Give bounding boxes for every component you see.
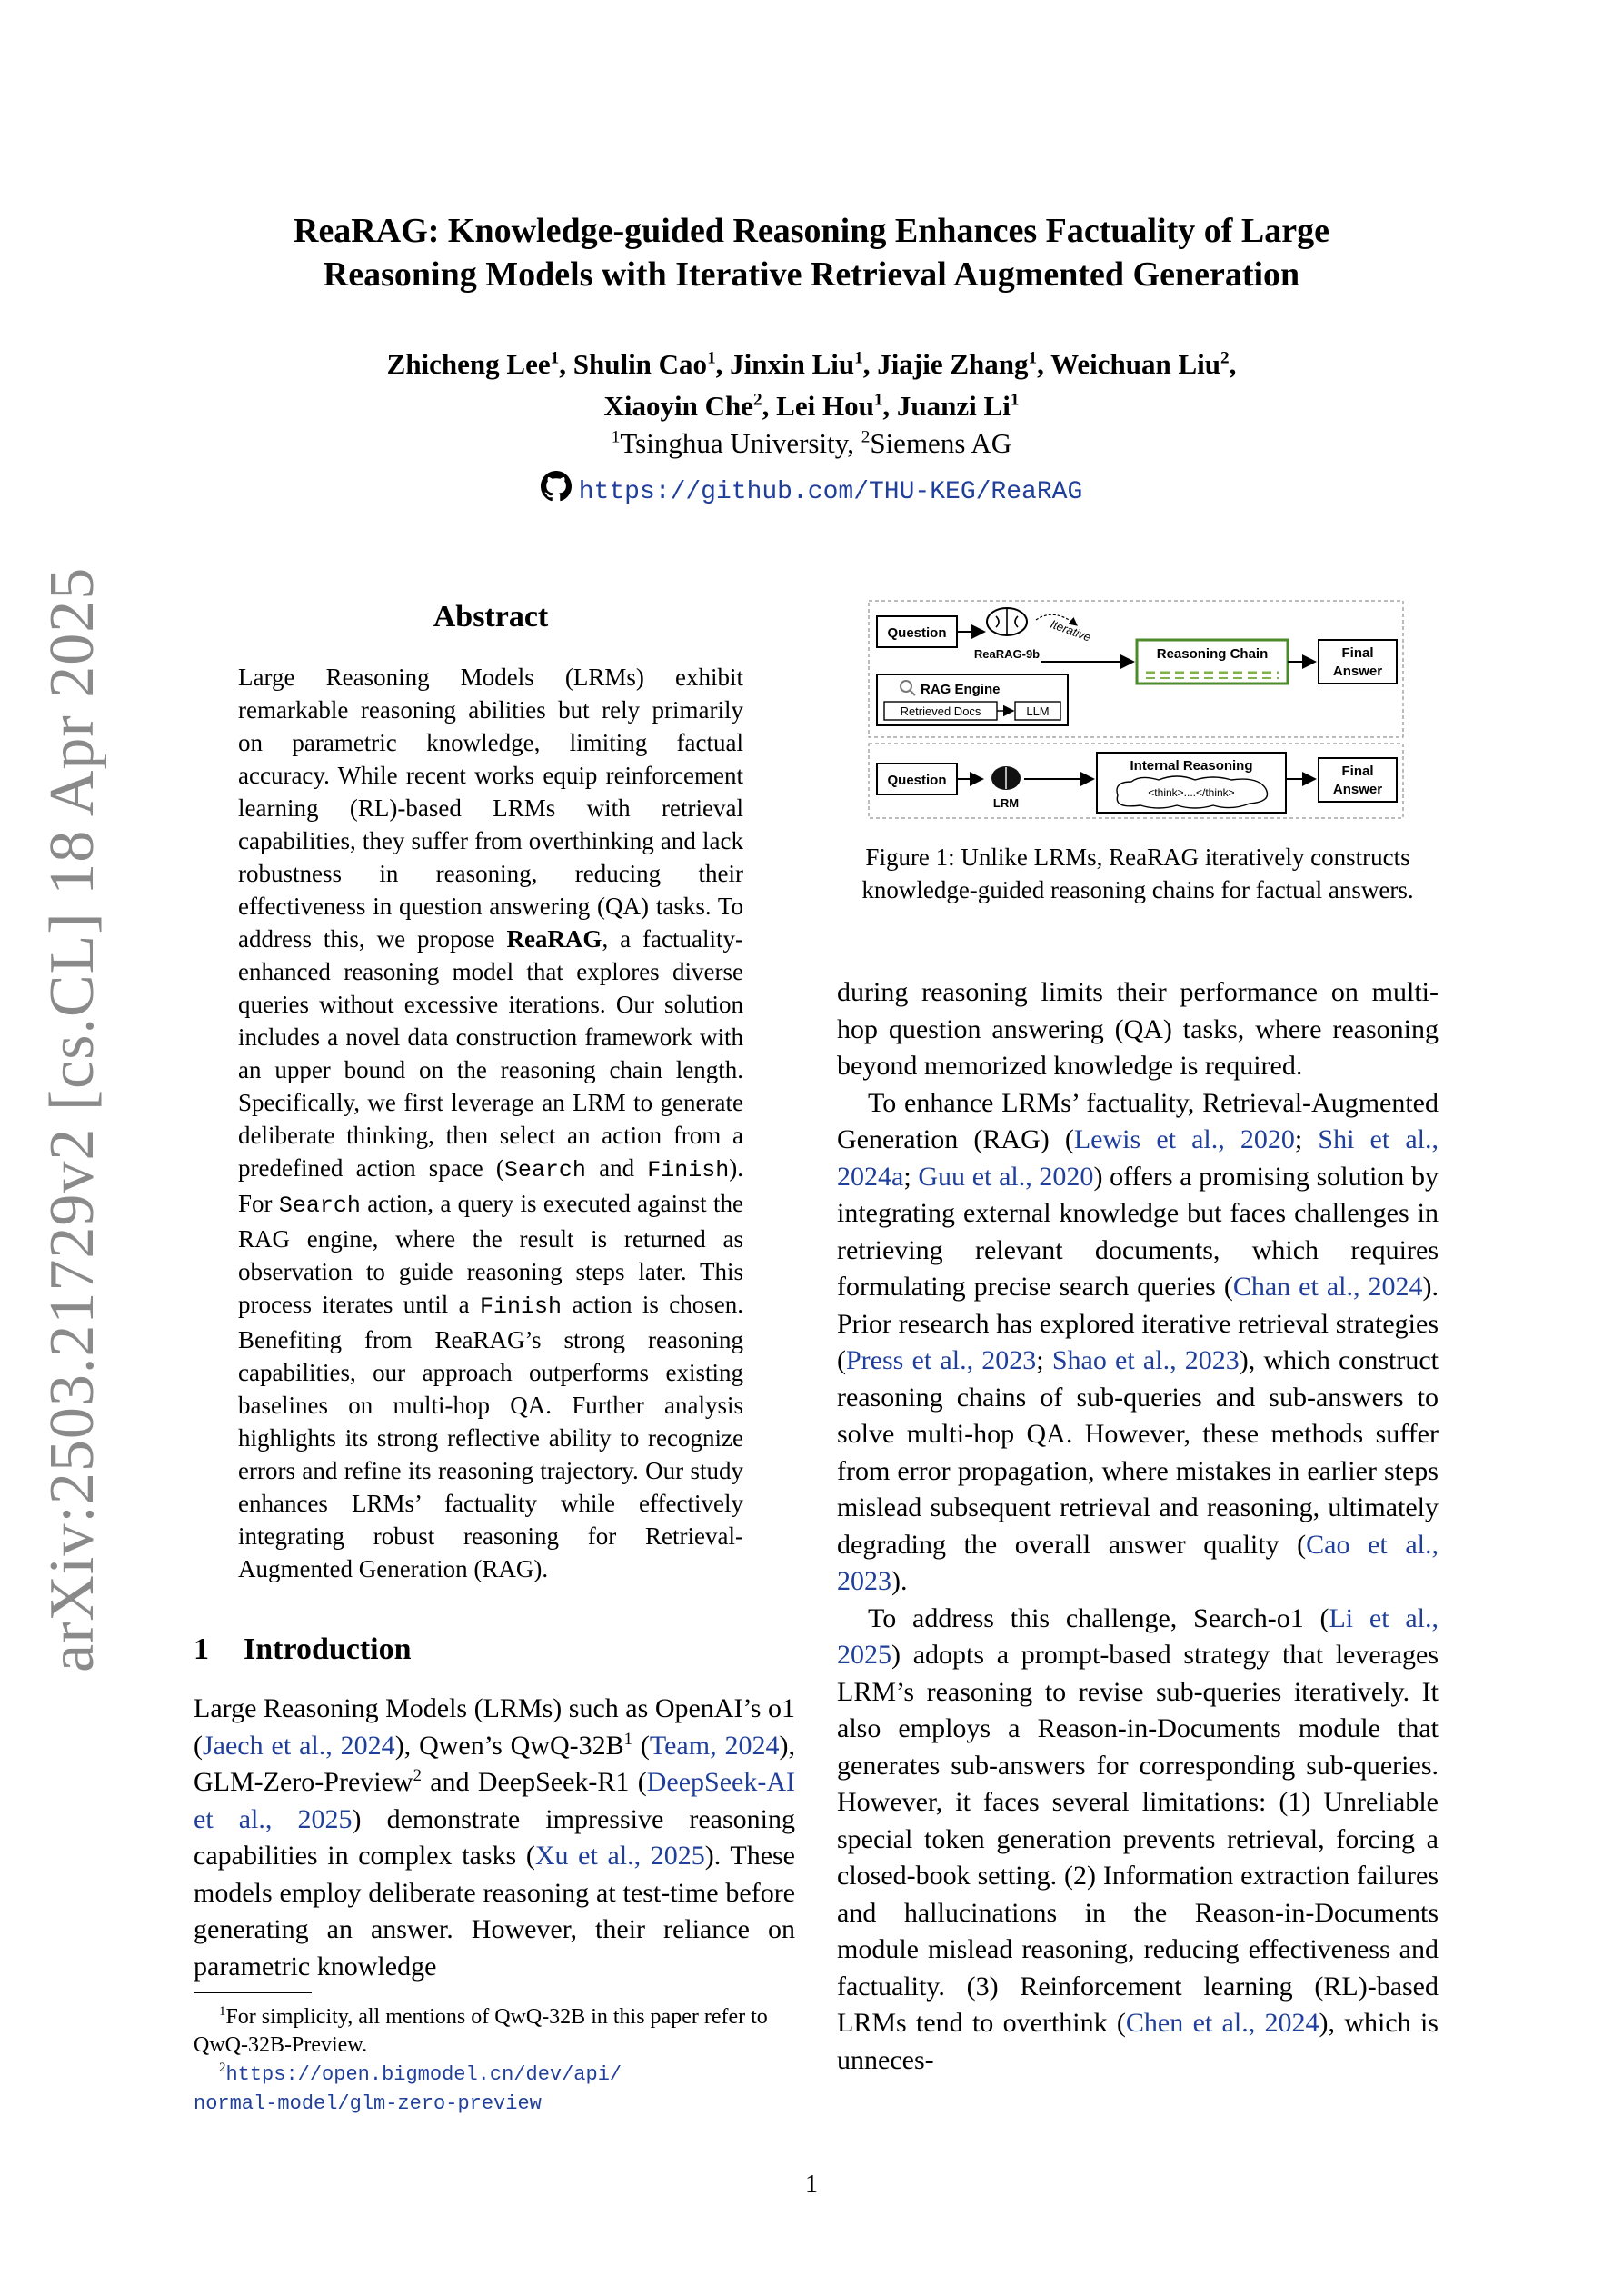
footnote-1: [194, 2003, 795, 2060]
section-number: 1: [194, 1632, 209, 1666]
abstract-text: action, a query is executed against the RAG engine, where the result is returned as observation to guide reasoning steps later. This process iterates until a: [238, 1190, 743, 1318]
affiliations: $^1$Tsinghua University, $^2$Siemens AG: [611, 427, 1012, 459]
fig-final-label: Final: [1341, 764, 1374, 779]
affil-num: 1: [611, 427, 621, 447]
body-text: ), Qwen’s QwQ-32B: [394, 1730, 624, 1761]
author-aff: 1: [854, 348, 863, 368]
author: Jinxin Liu: [730, 348, 855, 380]
body-text: ;: [1294, 1124, 1319, 1154]
footnote-link[interactable]: https://open.bigmodel.cn/dev/api/: [225, 2063, 622, 2086]
body-text: ). These models employ deliberate reasoning at test-time before generating an answer. However, their reliance on parametric knowledge: [194, 1841, 795, 1982]
citation-link[interactable]: Lewis et al., 2020: [1073, 1124, 1295, 1154]
fig-question-label: Question: [887, 625, 947, 641]
fig-question-label: Question: [887, 773, 947, 788]
repo-link-row: [109, 471, 1514, 511]
author: Jiajie Zhang: [877, 348, 1029, 380]
author-line-1: Zhicheng Lee$^1$, Shulin Cao$^1$, Jinxin Liu$^1$, Jiajie Zhang$^1$, Weichuan Liu$^2$,: [386, 348, 1237, 380]
footnote-ref[interactable]: 1: [623, 1729, 632, 1749]
author-aff: 1: [873, 390, 883, 410]
footnote-rule: [194, 1992, 312, 1993]
citation-link[interactable]: Shi et al., 2024a: [837, 1124, 1439, 1192]
citation-link[interactable]: Press et al., 2023: [846, 1345, 1037, 1375]
author-aff: 1: [707, 348, 716, 368]
paper-title: [109, 209, 1514, 296]
author-aff: 2: [753, 390, 762, 410]
affil-num: 2: [861, 427, 871, 447]
body-text: To address this challenge, Search-o1 (: [868, 1602, 1329, 1633]
citation-link[interactable]: Chan et al., 2024: [1232, 1272, 1423, 1302]
footnote-ref[interactable]: 2: [413, 1766, 422, 1785]
abstract-body: [238, 661, 743, 1585]
body-text: (: [632, 1730, 650, 1761]
author-list: [109, 344, 1514, 427]
brain-icon: [987, 608, 1027, 635]
fig-engine-label: RAG Engine: [921, 682, 1001, 697]
body-text: ).: [891, 1566, 908, 1596]
author-line-2: Xiaoyin Che$^2$, Lei Hou$^1$, Juanzi Li$^1$: [603, 390, 1020, 422]
footnote-num: 1: [219, 2004, 226, 2019]
body-text: ) offers a promising solution by integrating external knowledge but faces challenges in retrieving relevant documents, which requires formulating precise search queries (: [837, 1161, 1439, 1302]
author: Lei Hou: [776, 390, 874, 422]
fig-chain-label: Reasoning Chain: [1156, 646, 1269, 662]
paragraph: [837, 1601, 1439, 2080]
code-term: Finish: [480, 1293, 563, 1320]
footnote-2-cont: [194, 2089, 795, 2118]
body-text: ;: [1036, 1345, 1052, 1375]
abstract-text: ). For: [238, 1154, 744, 1217]
abstract-bold: ReaRAG: [506, 925, 602, 953]
abstract-heading: Abstract: [433, 600, 549, 634]
fig-final-label: Answer: [1332, 664, 1383, 679]
author-aff: 1: [1010, 390, 1020, 410]
body-text: ). Prior research has explored iterative retrieval strategies (: [837, 1272, 1439, 1375]
body-text: ) adopts a prompt-based strategy that leverages LRM’s reasoning to revise sub-queries iteratively. It also employs a Reason-in-Documents module that generates sub-answers for corresponding sub-queries. However, it faces several limitations: (1) Unreliable special token generation prevents retrieval, forcing a closed-book setting. (2) Information extraction failures and hallucinations in the Reason-in-Documents module mislead reasoning, reducing effectiveness and factuality. (3) Reinforcement learning (RL)-based LRMs tend to overthink (: [837, 1640, 1439, 2038]
citation-link[interactable]: Li et al., 2025: [837, 1602, 1439, 1670]
citation-link[interactable]: Jaech et al., 2024: [203, 1730, 395, 1761]
body-text: during reasoning limits their performance on multi-hop question answering (QA) tasks, where reasoning beyond memorized knowledge is required.: [837, 977, 1439, 1081]
body-text: Large Reasoning Models (LRMs) such as OpenAI’s o1 (: [194, 1693, 795, 1761]
repo-link[interactable]: https://github.com/THU-KEG/ReaRAG: [578, 478, 1083, 506]
title-line-1: ReaRAG: Knowledge-guided Reasoning Enhances Factuality of Large: [294, 212, 1329, 250]
fig-llm-label: LLM: [1026, 704, 1050, 718]
footnote-link[interactable]: normal-model/glm-zero-preview: [194, 2092, 542, 2115]
abstract-text: Large Reasoning Models (LRMs) exhibit remarkable reasoning abilities but rely primarily on parametric knowledge, limiting factual accuracy. While recent works equip reinforcement learning (RL)-based LRMs with retrieval capabilities, they suffer from overthinking and lack robustness in reasoning, reducing their effectiveness in question answering (QA) tasks. To address this, we propose: [238, 664, 743, 953]
author: Juanzi Li: [896, 390, 1011, 422]
body-text: ), GLM-Zero-Preview: [194, 1730, 796, 1797]
footnote-num: 2: [219, 2061, 226, 2075]
body-text: ) demonstrate impressive reasoning capabilities in complex tasks (: [194, 1803, 795, 1871]
brain-icon: [991, 766, 1021, 790]
github-icon: [541, 471, 572, 502]
fig-model-label: ReaRAG-9b: [973, 647, 1041, 661]
citation-link[interactable]: Cao et al., 2023: [837, 1529, 1439, 1596]
author: Zhicheng Lee: [386, 348, 551, 380]
abstract-text: , a factuality-enhanced reasoning model that explores diverse queries without excessive iterations. Our solution includes a novel data construction framework with an upper bound on the reasoning chain length. Specifically, we first leverage an LRM to generate deliberate thinking, then select an action from a predefined action space (: [238, 925, 743, 1182]
footnotes: [194, 2003, 795, 2118]
paragraph: [837, 1085, 1439, 1601]
figure-caption: Figure 1: Unlike LRMs, ReaRAG iteratively constructs knowledge-guided reasoning chains for factual answers.: [861, 844, 1414, 903]
body-text: ;: [903, 1161, 919, 1192]
fig-final-label: Answer: [1332, 782, 1383, 797]
title-line-2: Reasoning Models with Iterative Retrieval Augmented Generation: [323, 255, 1300, 294]
author-aff: 1: [550, 348, 560, 368]
abstract-text: and: [585, 1154, 648, 1182]
footnote-text: For simplicity, all mentions of QwQ-32B in this paper refer to QwQ-32B-Preview.: [194, 2005, 768, 2057]
citation-link[interactable]: Team, 2024: [649, 1730, 780, 1761]
code-term: Search: [278, 1193, 361, 1219]
author: Shulin Cao: [573, 348, 708, 380]
citation-link[interactable]: Xu et al., 2025: [534, 1841, 705, 1871]
fig-final-label: Final: [1341, 645, 1374, 661]
author-aff: 2: [1220, 348, 1230, 368]
fig-iterative-label: Iterative: [1048, 616, 1093, 644]
right-column: [837, 974, 1439, 2079]
page-number: 1: [805, 2171, 818, 2199]
author: Weichuan Liu: [1050, 348, 1220, 380]
section-title: Introduction: [244, 1632, 412, 1666]
fig-docs-label: Retrieved Docs: [900, 704, 981, 718]
citation-link[interactable]: Shao et al., 2023: [1051, 1345, 1240, 1375]
author: Xiaoyin Che: [603, 390, 754, 422]
footnote-2: [194, 2060, 795, 2089]
figure-1: [868, 600, 1404, 820]
abstract-text: action is chosen. Benefiting from ReaRAG’s strong reasoning capabilities, our approach outperforms existing baselines on multi-hop QA. Further analysis highlights its strong reflective ability to recognize errors and refine its reasoning trajectory. Our study enhances LRMs’ factuality while effectively integrating robust reasoning for Retrieval-Augmented Generation (RAG).: [238, 1291, 743, 1582]
author-aff: 1: [1028, 348, 1038, 368]
intro-paragraph: [194, 1691, 795, 1985]
body-text: ), which is unneces-: [837, 2008, 1439, 2075]
affil-name: Siemens AG: [870, 427, 1012, 459]
citation-link[interactable]: Chen et al., 2024: [1125, 2008, 1319, 2038]
paragraph: [837, 974, 1439, 1085]
fig-think-label: <think>....</think>: [1148, 786, 1235, 799]
body-text: To enhance LRMs’ factuality, Retrieval-Augmented Generation (RAG) (: [837, 1087, 1439, 1154]
body-text: and DeepSeek-R1 (: [421, 1767, 647, 1797]
fig-lrm-label: LRM: [992, 796, 1020, 810]
section-heading: [194, 1632, 412, 1667]
fig-internal-label: Internal Reasoning: [1130, 758, 1253, 774]
arxiv-stamp: arXiv:2503.21729v2 [cs.CL] 18 Apr 2025: [37, 566, 107, 1672]
code-term: Search: [503, 1157, 586, 1183]
affil-name: Tsinghua University: [620, 427, 848, 459]
citation-link[interactable]: Guu et al., 2020: [918, 1161, 1094, 1192]
citation-link[interactable]: DeepSeek-AI et al., 2025: [194, 1767, 795, 1834]
code-term: Finish: [647, 1157, 730, 1183]
body-text: ), which construct reasoning chains of sub-queries and sub-answers to solve multi-hop QA. However, these methods suffer from error propagation, where mistakes in earlier steps mislead subsequent retrieval and reasoning, ultimately degrading the overall answer quality (: [837, 1345, 1439, 1560]
